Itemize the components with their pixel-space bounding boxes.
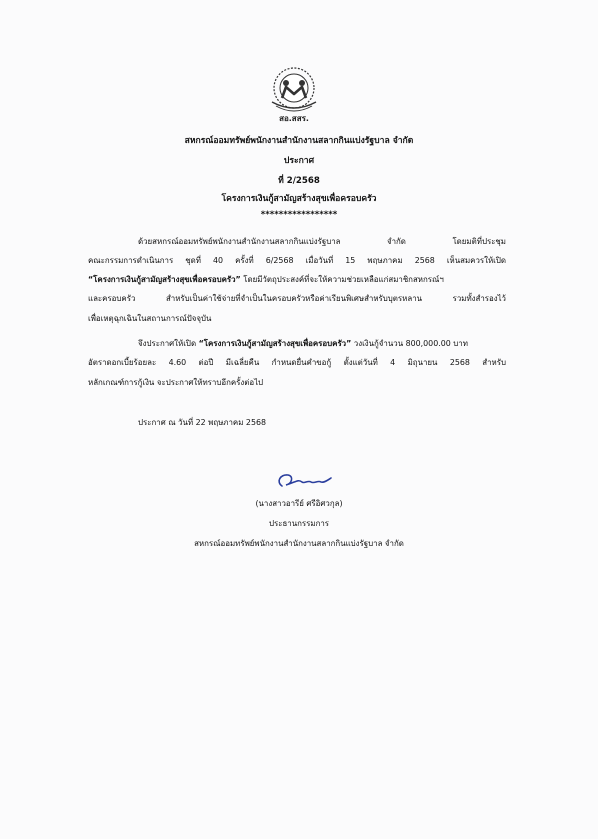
document-type: ประกาศ [283,156,315,166]
paragraph2-line2: อัตราดอกเบี้ยร้อยละ 4.60 ต่อปี มีเฉลี่ยคืน กำหนดยื่นคำขอกู้ ตั้งแต่วันที่ 4 มิถุนายน 2568 สำหรับ [88,358,506,367]
paragraph1-line3-rest: โดยมีวัตถุประสงค์ที่จะให้ความช่วยเหลือแก่สมาชิกสหกรณ์ฯ [240,275,444,284]
paragraph1-line4: และครอบครัว สำหรับเป็นค่าใช้จ่ายที่จำเป็นในครอบครัวหรือค่าเรียนพิเศษสำหรับบุตรหลาน รวมทั้งสำรองไว้ [88,294,506,303]
project-name-bold-2: “โครงการเงินกู้สามัญสร้างสุขเพื่อครอบครัว” [198,339,352,348]
paragraph2-line1-rest: วงเงินกู้จำนวน 800,000.00 บาท [351,339,468,348]
paragraph1-line2: คณะกรรมการดำเนินการ ชุดที่ 40 ครั้งที่ 6/2568 เมื่อวันที่ 15 พฤษภาคม 2568 เห็นสมควรให้เปิด [88,256,506,265]
paragraph2-line1-pre: จึงประกาศให้เปิด [138,339,199,348]
announcement-date: ประกาศ ณ วันที่ 22 พฤษภาคม 2568 [138,418,267,427]
document-subject: โครงการเงินกู้สามัญสร้างสุขเพื่อครอบครัว [221,194,377,204]
signatory-organization: สหกรณ์ออมทรัพย์พนักงานสำนักงานสลากกินแบ่งรัฐบาล จำกัด [194,539,404,548]
handwritten-signature [274,470,334,492]
paragraph2-line1 [138,338,506,350]
paragraph2-line3: หลักเกณฑ์การกู้เงิน จะประกาศให้ทราบอีกครั้งต่อไป [88,378,264,387]
paragraph1-line3 [88,274,506,286]
signatory-title: ประธานกรรมการ [268,519,330,528]
paragraph1-line5: เพื่อเหตุฉุกเฉินในสถานการณ์ปัจจุบัน [88,314,212,323]
organization-name: สหกรณ์ออมทรัพย์พนักงานสำนักงานสลากกินแบ่งรัฐบาล จำกัด [184,136,414,146]
logo-caption: สอ.สสร. [279,114,309,123]
signatory-name: (นางสาวอารีย์ ศรีอิศวกุล) [255,499,343,508]
document-number: ที่ 2/2568 [278,176,320,186]
separator-asterisks: ***************** [260,210,338,220]
paragraph1-line1: ด้วยสหกรณ์ออมทรัพย์พนักงานสำนักงานสลากกินแบ่งรัฐบาล จำกัด โดยมติที่ประชุม [138,237,506,246]
project-name-bold: “โครงการเงินกู้สามัญสร้างสุขเพื่อครอบครัว” [88,275,241,284]
